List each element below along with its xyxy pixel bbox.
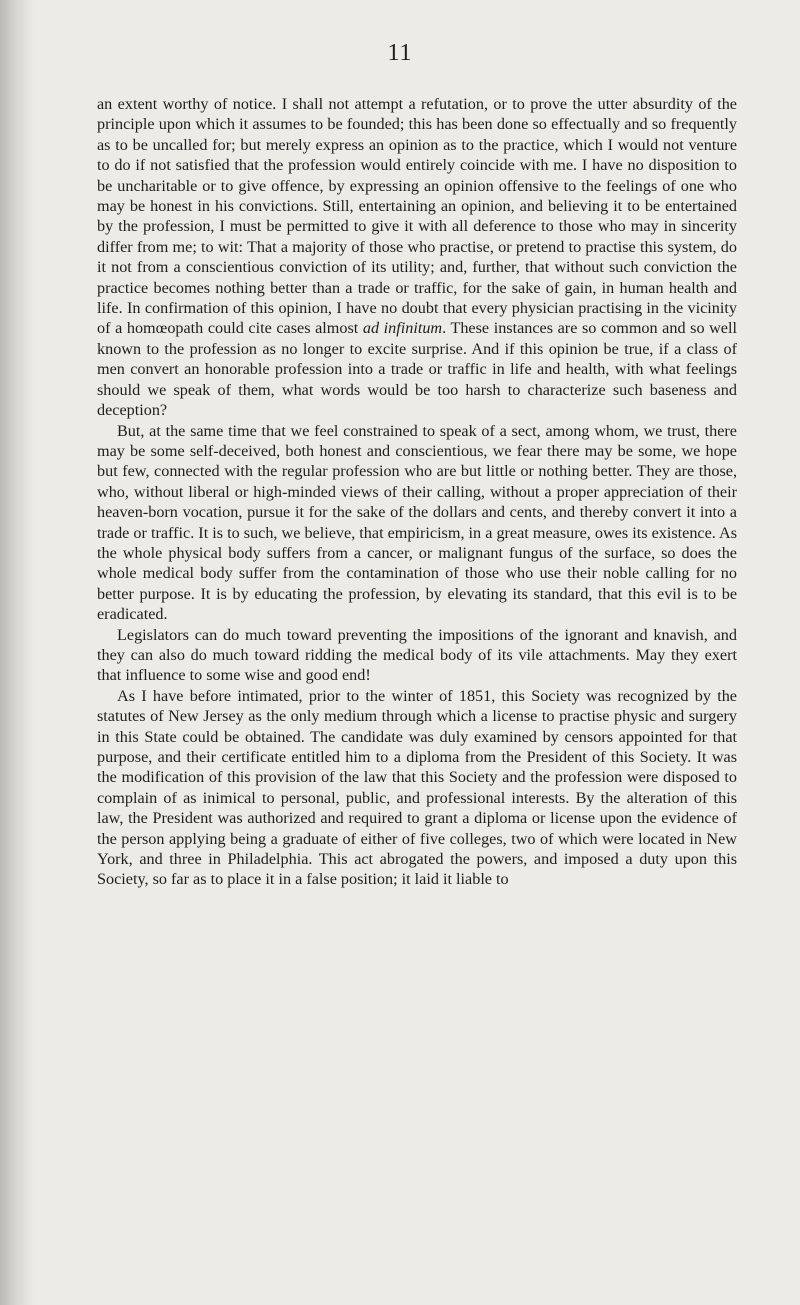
paragraph-3: Legislators can do much toward preventing the impositions of the ignorant and knavish, and they can also do much toward ridding the medical body of its vile attachments. May they exert that influence to some wise and good end!: [97, 625, 737, 685]
paragraph-2: But, at the same time that we feel constrained to speak of a sect, among whom, we trust, there may be some self-deceived, both honest and conscientious, we fear there may be some, we hope but few, connected with the regular profession who are but little or nothing better. They are those, who, without liberal or high-minded views of their calling, without a proper appreciation of their heaven-born vocation, pursue it for the sake of the dollars and cents, and thereby convert it into a trade or traffic. It is to such, we believe, that empiricism, in a great measure, owes its existence. As the whole physical body suffers from a cancer, or malignant fungus of the surface, so does the whole medical body suffer from the contamination of those who use their noble calling for no better purpose. It is by educating the profession, by elevating its standard, that this evil is to be eradicated.: [97, 421, 737, 624]
page-number: 11: [387, 40, 413, 66]
paragraph-1-italic-phrase: ad infinitum: [362, 319, 443, 338]
paragraph-4: As I have before intimated, prior to the winter of 1851, this Society was recognized by the statutes of New Jersey as the only medium through which a license to practise physic and surgery in this State could be obtained. The candidate was duly examined by censors appointed for that purpose, and their certificate entitled him to a diploma from the President of this Society. It was the modification of this provision of the law that this Society and the profession were disposed to complain of as inimical to personal, public, and professional interests. By the alteration of this law, the President was authorized and required to grant a diploma or license upon the evidence of the person applying being a graduate of either of five colleges, two of which were located in New York, and three in Philadelphia. This act abrogated the powers, and imposed a duty upon this Society, so far as to place it in a false position; it laid it liable to: [97, 686, 737, 889]
body-text: [97, 94, 737, 890]
paragraph-1-text-a: an extent worthy of notice. I shall not attempt a refutation, or to prove the utter absurdity of the principle upon which it assumes to be founded; this has been done so effectually and so frequently as to be uncalled for; but merely express an opinion as to the practice, which I would not venture to do if not satisfied that the profession would entirely coincide with me. I have no disposition to be uncharitable or to give offence, by expressing an opinion offensive to the feelings of one who may be honest in his convictions. Still, entertaining an opinion, and believing it to be entertained by the profession, I must be permitted to give it with all deference to those who may in sincerity differ from me; to wit: That a majority of those who practise, or pretend to practise this system, do it not from a conscientious conviction of its utility; and, further, that without such conviction the practice becomes nothing better than a trade or traffic, for the sake of gain, in human health and life. In confirmation of this opinion, I have no doubt that every physician practising in the vicinity of a homœopath could cite cases almost: [97, 95, 737, 338]
paragraph-1-text-b: . These instances are so common and so well known to the profession as no longer to excite surprise. And if this opinion be true, if a class of men convert an honorable profession into a trade or traffic in life and health, with what feelings should we speak of them, what words would be too harsh to characterize such baseness and deception?: [97, 319, 737, 420]
page-edge-shadow: [0, 0, 34, 1305]
paragraph-1: [97, 94, 737, 421]
